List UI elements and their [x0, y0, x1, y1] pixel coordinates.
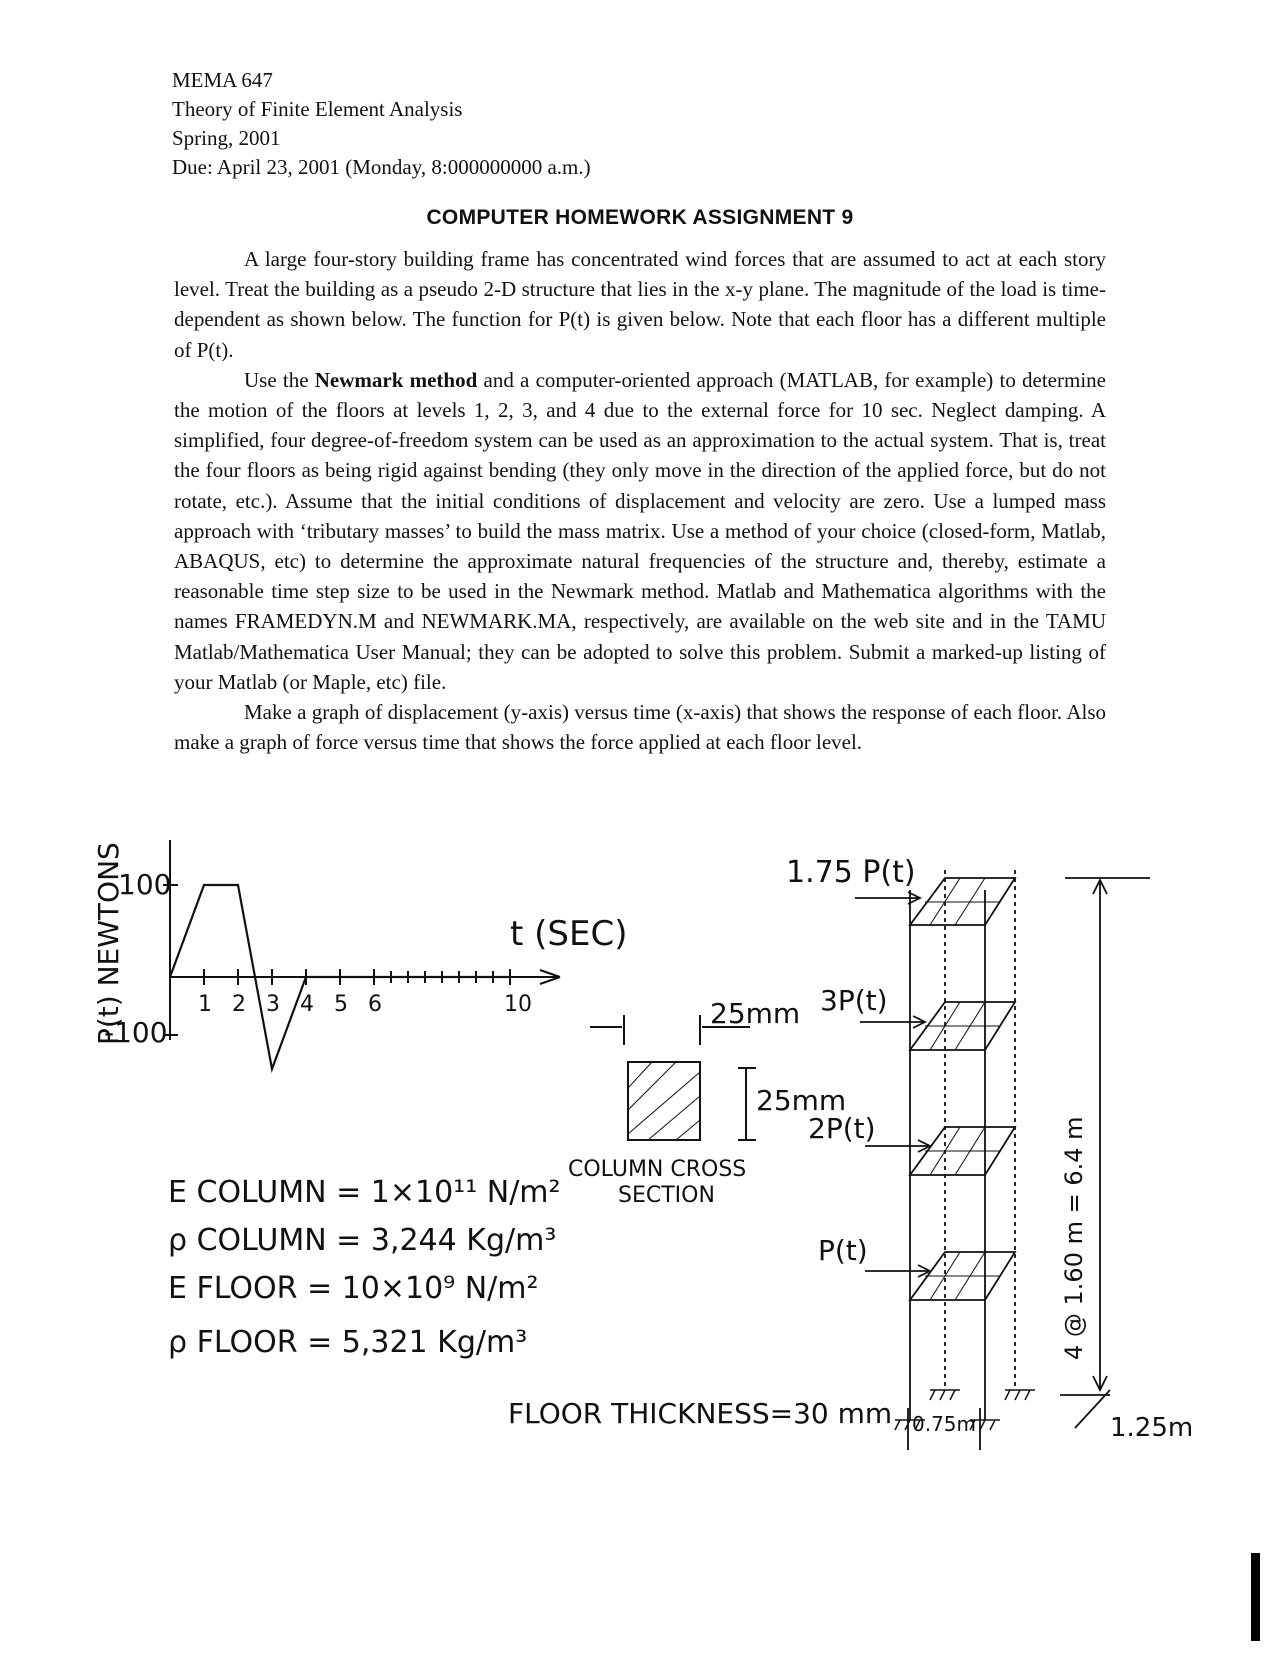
column-width-label: 25mm: [710, 997, 801, 1030]
t-tick-labels: [198, 992, 532, 1017]
e-column: E COLUMN = 1×10¹¹ N/m²: [168, 1175, 561, 1210]
y-min-label: -100: [104, 1016, 168, 1049]
floor-2: [910, 1127, 1015, 1175]
course-title: Theory of Finite Element Analysis: [172, 97, 463, 121]
rho-floor: ρ FLOOR = 5,321 Kg/m³: [168, 1325, 528, 1360]
rho-column: ρ COLUMN = 3,244 Kg/m³: [168, 1223, 557, 1258]
course-code: MEMA 647: [172, 68, 273, 92]
y-max-label: 100: [118, 868, 172, 901]
load-floor3: 3P(t): [820, 984, 888, 1017]
t-tick-label: 3: [266, 992, 280, 1017]
assignment-body: [174, 244, 1106, 757]
t-tick-label: 6: [368, 992, 382, 1017]
y-axis-label: P(t) NEWTONS: [92, 842, 125, 1045]
assignment-title: COMPUTER HOMEWORK ASSIGNMENT 9: [426, 206, 854, 229]
paragraph-3: Make a graph of displacement (y-axis) versus time (x-axis) that shows the response of each floor. Also make a graph of force versus time that shows the force applied at each floor level.: [174, 700, 1106, 755]
due-date: Due: April 23, 2001 (Monday, 8:000000000 a.m.): [172, 155, 591, 179]
floor-1: [910, 1252, 1015, 1300]
column-height-label: 25mm: [756, 1084, 847, 1117]
handwritten-figure: [0, 830, 1280, 1450]
t-tick-label: 5: [334, 992, 348, 1017]
load-floor1: P(t): [818, 1234, 868, 1267]
floor-thickness: FLOOR THICKNESS=30 mm: [508, 1397, 893, 1430]
frame-height-label: 4 @ 1.60 m = 6.4 m: [1060, 1116, 1088, 1360]
floor-4: [910, 878, 1015, 925]
t-tick-label: 4: [300, 992, 314, 1017]
building-frame: [855, 870, 1150, 1450]
t-tick-label: 10: [504, 992, 532, 1017]
newmark-method-bold: Newmark method: [314, 367, 478, 392]
paragraph-1: A large four-story building frame has concentrated wind forces that are assumed to act at each story level. Treat the building as a pseudo 2-D structure that lies in the x-y plane. The magnitude of the load is time-dependent as shown below. The function for P(t) is given below. Note that each floor has a different multiple of P(t).: [174, 247, 1106, 362]
frame-depth-label: 1.25m: [1110, 1413, 1194, 1443]
load-floor2: 2P(t): [808, 1112, 876, 1145]
t-tick-label: 2: [232, 992, 246, 1017]
frame-width-label: 0.75m: [912, 1412, 977, 1436]
force-time-plot: [163, 840, 560, 1069]
page-edge-mark: [1251, 1553, 1260, 1641]
t-tick-label: 1: [198, 992, 212, 1017]
x-axis-label: t (SEC): [510, 914, 628, 954]
load-floor4: 1.75 P(t): [786, 855, 916, 890]
column-caption-1: COLUMN CROSS: [568, 1157, 747, 1182]
column-caption-2: SECTION: [618, 1183, 715, 1208]
t-axis-arrow: [540, 970, 560, 977]
e-floor: E FLOOR = 10×10⁹ N/m²: [168, 1271, 539, 1306]
floor-3: [910, 1002, 1015, 1050]
paragraph-2: Use the Newmark method and a computer-oriented approach (MATLAB, for example) to determine the motion of the floors at levels 1, 2, 3, and 4 due to the external force for 10 sec. Neglect damping. A simplified, four degree-of-freedom system can be used as an approximation to the actual system. That is, treat the four floors as being rigid against bending (they only move in the direction of the applied force, but do not rotate, etc.). Assume that the initial conditions of displacement and velocity are zero. Use a lumped mass approach with ‘tributary masses’ to build the mass matrix. Use a method of your choice (closed-form, Matlab, ABAQUS, etc) to determine the approximate natural frequencies of the structure and, thereby, estimate a reasonable time step size to be used in the Newmark method. Matlab and Mathematica algorithms with the names FRAMEDYN.M and NEWMARK.MA, respectively, are available on the web site and in the TAMU Matlab/Mathematica User Manual; they can be adopted to solve this problem. Submit a marked-up listing of your Matlab (or Maple, etc) file.: [174, 367, 1106, 694]
term: Spring, 2001: [172, 126, 281, 150]
document-header: [172, 66, 591, 182]
column-cross-section: [590, 1015, 756, 1140]
